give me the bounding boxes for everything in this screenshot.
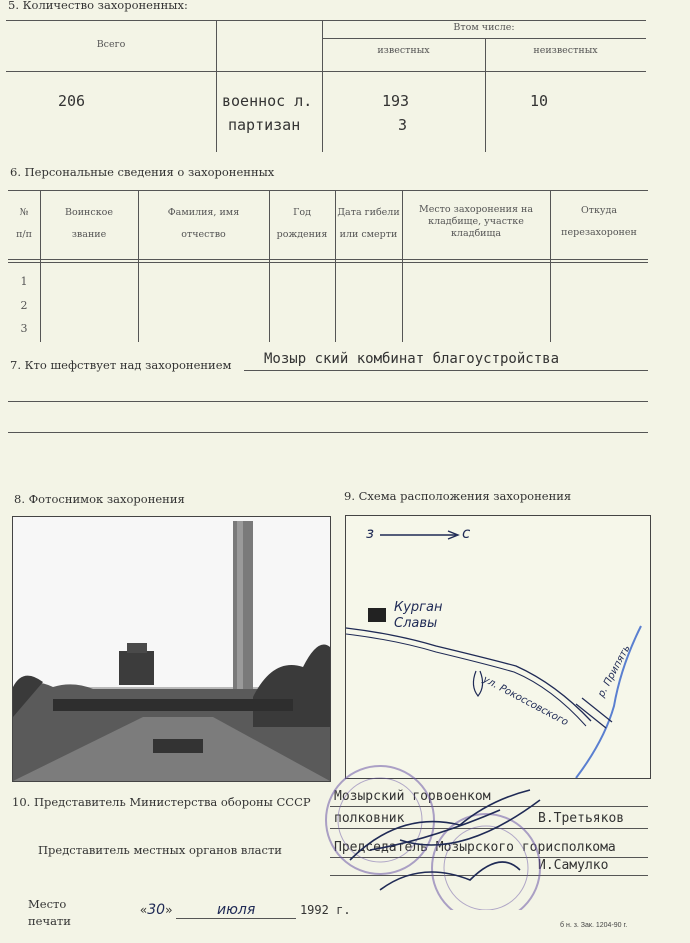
- location-scheme: [345, 515, 651, 779]
- s5-header-rule: [6, 71, 646, 72]
- compass-east-label: с: [462, 524, 471, 542]
- s5-header-unknown: неизвестных: [533, 45, 598, 56]
- section-5-title: 5. Количество захороненных:: [8, 0, 188, 12]
- s6-col-name-line2: отчество: [181, 229, 226, 241]
- kurgan-label-line1: Курган: [394, 600, 443, 615]
- date-quote-open: «: [140, 903, 148, 917]
- s5-known-value-1: 193: [382, 92, 410, 110]
- s10-mo-position-line1: Мозырский горвоенком: [334, 789, 491, 804]
- s6-col-number: [8, 206, 40, 243]
- s6-top-rule: [8, 190, 648, 191]
- compass-west-label: з: [366, 524, 374, 542]
- table-row-number: 2: [20, 299, 28, 312]
- memorial-photo-image: [13, 517, 330, 781]
- street-label: ул. Рокоссовского: [480, 674, 570, 729]
- s7-blank-line: [8, 401, 648, 402]
- s5-header-including: Втом числе:: [453, 22, 515, 33]
- section-7-label: 7. Кто шефствует над захоронением: [10, 358, 232, 372]
- stamp-place-label: [28, 896, 71, 929]
- s6-col-number-line1: №: [19, 207, 29, 218]
- s6-col-burial-place-line2: кладбище, участке: [428, 215, 524, 227]
- memorial-wall: [53, 699, 293, 711]
- s6-col-number-line2: п/п: [16, 229, 32, 241]
- s6-col-birth-year: [269, 206, 335, 243]
- s10-mo-position-line2: полковник: [334, 811, 405, 826]
- s6-col-death-date-line2: или смерти: [339, 229, 398, 241]
- s5-header-known: известных: [377, 45, 430, 56]
- s5-col-divider-1: [216, 20, 217, 152]
- s6-col-burial-place: [402, 204, 550, 240]
- stamp-place-line2: печати: [28, 913, 71, 928]
- table-row-number: 3: [20, 322, 28, 335]
- s7-blank-line: [8, 432, 648, 433]
- s6-col-name: [138, 206, 269, 243]
- kurgan-label: [394, 600, 442, 631]
- date-day: 30: [147, 902, 166, 918]
- print-info: б н. з. Зак. 1204-90 г.: [560, 922, 628, 929]
- date-year-suffix: 2 г.: [321, 903, 351, 917]
- s5-known-value-2: 3: [398, 116, 408, 134]
- scheme-drawing: [346, 516, 650, 778]
- section-6-title: 6. Персональные сведения о захороненных: [10, 165, 275, 179]
- date-month: июля: [176, 902, 296, 919]
- s10-mo-name: В.Третьяков: [538, 811, 625, 826]
- table-row-number: 1: [20, 275, 28, 288]
- section-9-title: 9. Схема расположения захоронения: [344, 489, 572, 503]
- s6-col-reburied-from-line1: Откуда: [580, 205, 618, 216]
- s6-col-birth-year-line2: рождения: [276, 229, 328, 241]
- stamp-place-line1: Место: [28, 897, 67, 911]
- s6-col-reburied-from-line2: перезахоронен: [561, 227, 637, 239]
- s6-col-rank: [40, 206, 138, 243]
- date-year-prefix: 199: [299, 903, 322, 917]
- kurgan-marker: [368, 608, 386, 622]
- s5-header-total: Всего: [96, 39, 126, 50]
- s6-col-burial-place-line1: Место захоронения на: [418, 204, 533, 215]
- s7-underline: [244, 370, 648, 371]
- date-quote-close: »: [165, 903, 173, 917]
- date-line: [140, 902, 351, 919]
- section-10-local-label: Представитель местных органов власти: [38, 843, 282, 857]
- section-10-mo-label: 10. Представитель Министерства обороны СССР: [12, 795, 311, 809]
- s6-col-reburied-from: [550, 204, 648, 241]
- s6-col-birth-year-line1: Год: [293, 207, 311, 218]
- burial-photo: [12, 516, 331, 782]
- section-8-title: 8. Фотоснимок захоронения: [14, 492, 185, 506]
- s7-patron-value: Мозыр ский комбинат благоустройства: [264, 351, 560, 367]
- river-label: р. Припять: [596, 643, 633, 700]
- s6-col-burial-place-line3: кладбища: [450, 227, 502, 239]
- s5-sub-rule: [322, 38, 646, 39]
- s5-category-line-2: партизан: [228, 116, 301, 134]
- s10-local-position: Председатель Мозырского горисполкома: [334, 840, 616, 855]
- s6-header-rule-2: [8, 262, 648, 263]
- s5-total-value: 206: [58, 92, 86, 110]
- s5-unknown-value: 10: [530, 92, 549, 110]
- s10-local-name: И.Самулко: [538, 858, 609, 873]
- s5-col-divider-2: [322, 20, 323, 152]
- s6-col-rank-line2: звание: [71, 229, 107, 241]
- s6-header-rule: [8, 259, 648, 260]
- s6-col-death-date-line1: Дата гибели: [337, 207, 400, 218]
- s5-category-line-1: военнос л.: [222, 92, 313, 110]
- s6-col-name-line1: Фамилия, имя: [167, 207, 240, 218]
- bridge: [576, 704, 606, 728]
- s6-col-death-date: [335, 206, 402, 243]
- signature: [340, 770, 560, 900]
- street-line: [346, 628, 591, 721]
- kurgan-label-line2: Славы: [394, 615, 438, 631]
- s6-col-rank-line1: Воинское: [65, 207, 113, 218]
- water-tower: [119, 651, 154, 685]
